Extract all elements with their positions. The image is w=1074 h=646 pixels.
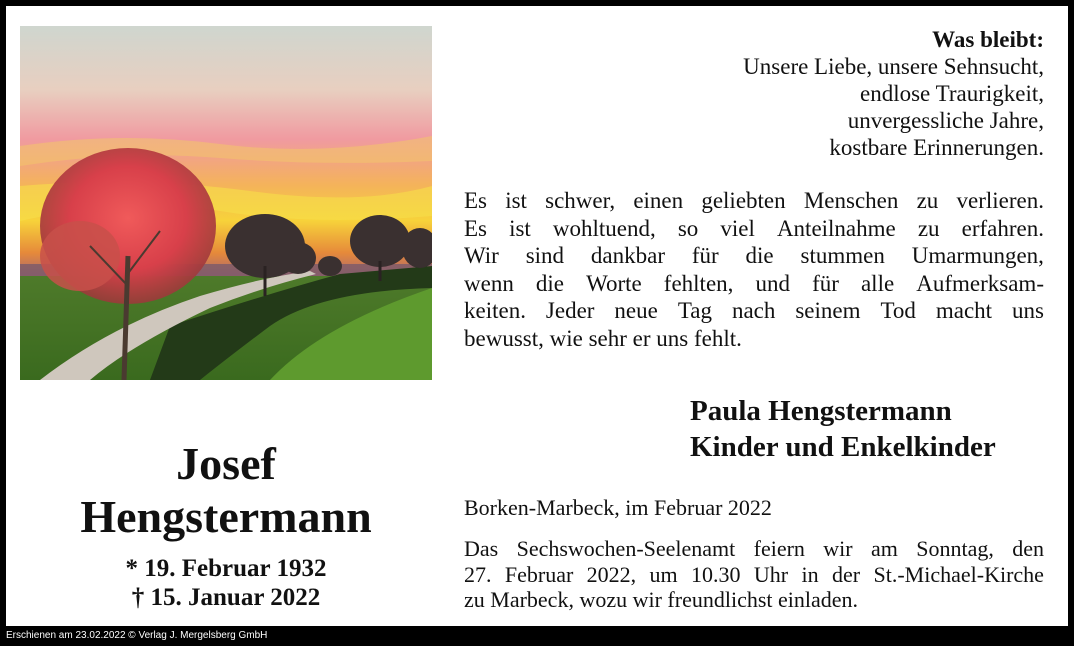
word: der — [832, 561, 861, 587]
word: Februar — [504, 561, 574, 587]
word: keiten. — [464, 298, 526, 323]
word: alle — [860, 270, 895, 296]
word: Aufmerksam- — [916, 270, 1044, 296]
word: um — [649, 561, 678, 587]
word: Sonntag, — [916, 536, 994, 561]
word: ist — [509, 215, 531, 241]
word: fehlten, — [663, 270, 734, 296]
word: nach — [731, 298, 776, 323]
word: in — [801, 561, 819, 587]
word: Jeder — [545, 298, 595, 323]
word: Menschen — [803, 188, 899, 213]
word: wohltuend, — [552, 215, 656, 241]
word: Das — [464, 536, 499, 561]
word: geliebten — [701, 188, 786, 213]
word: Sechswochen-Seelenamt — [516, 536, 736, 561]
place-and-date: Borken-Marbeck, im Februar 2022 — [464, 495, 772, 520]
word: den — [1012, 536, 1044, 561]
death-date: † 15. Januar 2022 — [131, 584, 321, 611]
birth-date: * 19. Februar 1932 — [125, 555, 327, 582]
word: Uhr — [753, 561, 789, 587]
word: wenn — [464, 270, 514, 296]
text-line — [464, 270, 1044, 298]
word: Tod — [880, 298, 916, 323]
word: Anteilnahme — [776, 215, 896, 241]
word: 2022, — [586, 561, 637, 587]
word: neue — [614, 298, 658, 323]
word: zu — [916, 188, 939, 213]
word: macht — [935, 298, 993, 323]
mourners — [690, 393, 996, 465]
poem-line: kostbare Erinnerungen. — [829, 135, 1044, 160]
word: ist — [505, 188, 527, 213]
text-line — [464, 242, 1044, 270]
word: 27. — [464, 561, 492, 587]
poem — [743, 26, 1044, 161]
poem-line: Unsere Liebe, unsere Sehnsucht, — [743, 54, 1044, 79]
word: erfahren. — [961, 215, 1044, 241]
word: stummen — [800, 243, 885, 268]
word: schwer, — [545, 188, 616, 213]
word: St.-Michael-Kirche — [873, 561, 1044, 587]
word: zu Marbeck, wozu wir freundlichst einladen. — [464, 587, 859, 612]
poem-line: unvergessliche Jahre, — [847, 108, 1044, 133]
obituary-card — [6, 6, 1068, 626]
text-line — [464, 215, 1044, 243]
word: Umarmungen, — [911, 243, 1044, 268]
word: 10.30 — [691, 561, 741, 587]
requiem-notice — [464, 536, 1044, 613]
deceased-first-name: Josef — [176, 438, 276, 489]
mourner-family: Kinder und Enkelkinder — [690, 431, 996, 463]
notice-line — [464, 562, 1044, 588]
mourner-name: Paula Hengstermann — [690, 395, 952, 427]
sunset-photo — [20, 26, 432, 380]
poem-heading: Was bleibt: — [932, 27, 1044, 52]
word: für — [691, 243, 719, 268]
notice-line — [464, 536, 1044, 562]
word: am — [870, 536, 898, 561]
word: Wir — [464, 243, 499, 268]
word: sind — [525, 243, 565, 268]
word: verlieren. — [956, 188, 1044, 213]
word: viel — [720, 215, 755, 241]
word: und — [755, 270, 790, 296]
text-line — [464, 187, 1044, 215]
poem-line: endlose Traurigkeit, — [860, 81, 1044, 106]
publication-footer: Erschienen am 23.02.2022 © Verlag J. Mergelsberg GmbH — [6, 630, 268, 641]
text-line — [464, 325, 1044, 353]
word: feiern — [753, 536, 805, 561]
word: Tag — [677, 298, 712, 323]
word: Worte — [586, 270, 642, 296]
word: seinem — [795, 298, 861, 323]
deceased-last-name: Hengstermann — [80, 491, 372, 542]
word: für — [812, 270, 839, 296]
notice-line — [464, 587, 1044, 613]
word: Es — [464, 215, 487, 241]
word: so — [677, 215, 699, 241]
word: die — [745, 243, 774, 268]
word: zu — [917, 215, 940, 241]
condolence-text — [464, 187, 1044, 352]
sunset-landscape-image — [20, 26, 432, 380]
word: die — [535, 270, 565, 296]
word: dankbar — [590, 243, 665, 268]
word: Es — [464, 188, 487, 213]
word: wir — [823, 536, 853, 561]
word: einen — [633, 188, 684, 213]
text-line — [464, 297, 1044, 325]
word: uns — [1012, 298, 1044, 323]
word: bewusst, wie sehr er uns fehlt. — [464, 325, 742, 351]
